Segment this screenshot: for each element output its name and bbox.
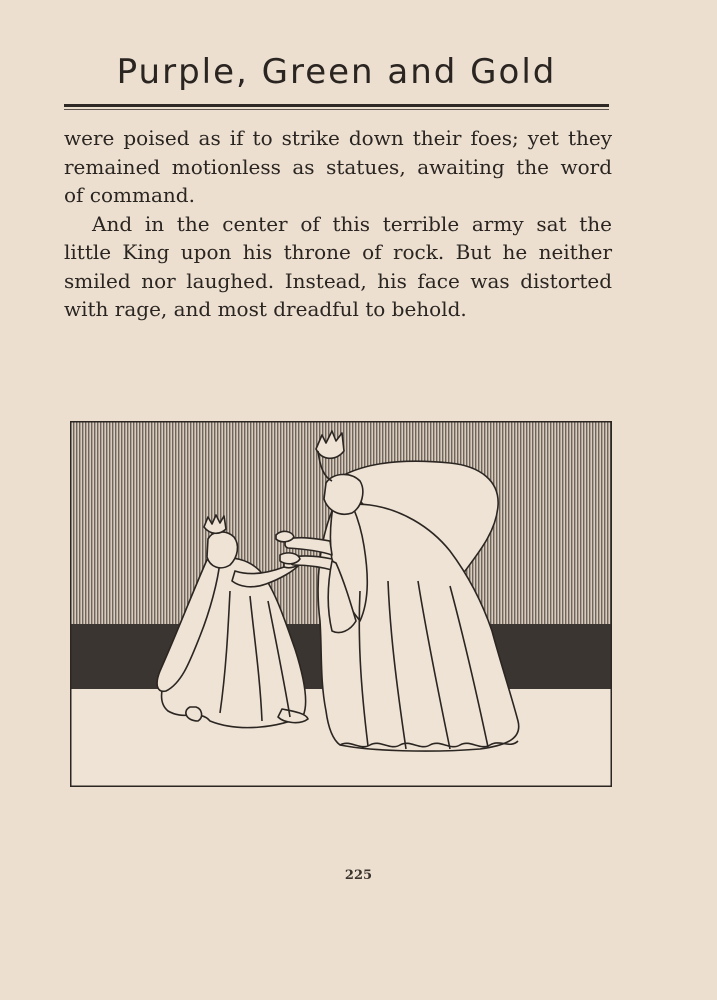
illustration-drawing — [70, 421, 612, 787]
text-line: of command. — [64, 183, 195, 207]
illustration — [70, 421, 612, 787]
text-line: remained motionless as statues, awaiting the word — [64, 154, 612, 179]
head-rule — [64, 104, 609, 107]
page-number: 225 — [344, 868, 373, 883]
running-head: Purple, Green and Gold — [116, 52, 557, 92]
text-line: And in the center of this terrible army sat the — [92, 211, 612, 236]
text-line: smiled nor laughed. Instead, his face was distorted — [64, 268, 612, 293]
head-rule-thin — [64, 109, 609, 110]
text-line: with rage, and most dreadful to behold. — [64, 297, 467, 321]
body-text — [64, 124, 612, 324]
text-line: little King upon his throne of rock. But he neither — [64, 240, 612, 264]
text-line: were poised as if to strike down their foes; yet they — [64, 126, 612, 150]
